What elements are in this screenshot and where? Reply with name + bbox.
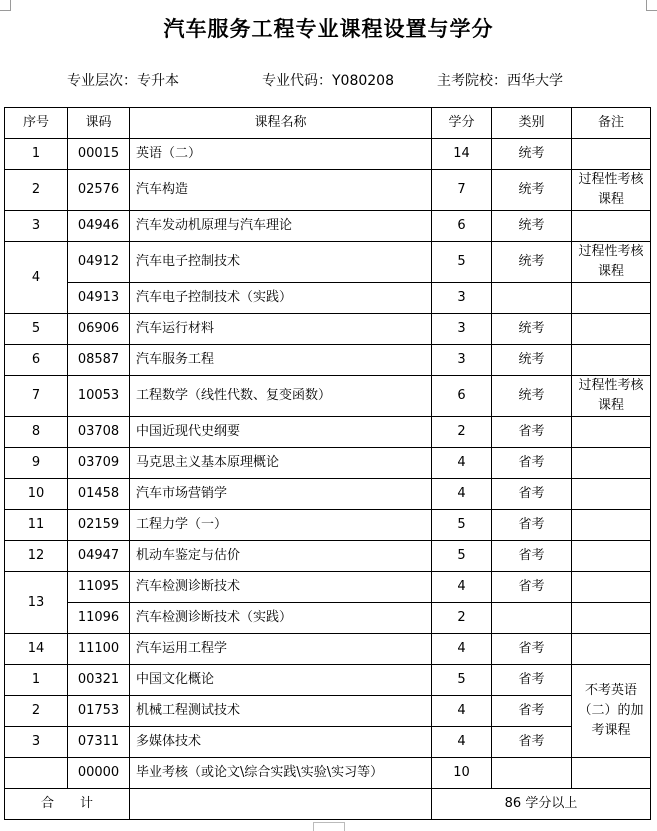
cell-note (572, 448, 651, 479)
cell-note (572, 634, 651, 665)
cell-credit: 5 (432, 242, 492, 283)
cell-credit: 3 (432, 345, 492, 376)
table-row (5, 170, 651, 211)
cell-seq: 14 (5, 634, 68, 665)
cell-name: 工程数学（线性代数、复变函数） (130, 376, 432, 417)
cell-category: 省考 (492, 510, 572, 541)
table-row (5, 417, 651, 448)
cell-credit: 10 (432, 758, 492, 789)
table-row (5, 479, 651, 510)
table-row (5, 211, 651, 242)
cell-seq (5, 758, 68, 789)
cell-note (572, 345, 651, 376)
cell-category: 统考 (492, 314, 572, 345)
cell-note: 不考英语（二）的加考课程 (572, 665, 651, 758)
cell-seq: 2 (5, 170, 68, 211)
cell-category (492, 283, 572, 314)
cell-note (572, 510, 651, 541)
cell-credit: 6 (432, 211, 492, 242)
cell-code: 06906 (68, 314, 130, 345)
table-row (5, 345, 651, 376)
cell-seq: 11 (5, 510, 68, 541)
cell-credit: 2 (432, 603, 492, 634)
cell-seq: 2 (5, 696, 68, 727)
header-name: 课程名称 (130, 108, 432, 139)
cell-seq: 8 (5, 417, 68, 448)
cell-seq: 7 (5, 376, 68, 417)
cell-name: 汽车运行材料 (130, 314, 432, 345)
cell-name: 汽车发动机原理与汽车理论 (130, 211, 432, 242)
cell-seq: 10 (5, 479, 68, 510)
cell-code: 04946 (68, 211, 130, 242)
cell-seq: 6 (5, 345, 68, 376)
cell-credit: 3 (432, 283, 492, 314)
cell-seq: 1 (5, 139, 68, 170)
cell-category: 省考 (492, 665, 572, 696)
cell-note (572, 314, 651, 345)
cell-name: 汽车构造 (130, 170, 432, 211)
cell-seq: 3 (5, 211, 68, 242)
table-row (5, 139, 651, 170)
cell-note (572, 139, 651, 170)
cell-credit: 5 (432, 665, 492, 696)
table-total-row (5, 789, 651, 820)
cell-note (572, 283, 651, 314)
meta-code: 专业代码：Y080208 (262, 73, 394, 89)
cell-name: 汽车运用工程学 (130, 634, 432, 665)
cell-seq: 1 (5, 665, 68, 696)
cell-note (572, 758, 651, 789)
cell-name: 汽车服务工程 (130, 345, 432, 376)
cell-code: 01458 (68, 479, 130, 510)
cell-credit: 4 (432, 696, 492, 727)
table-row (5, 603, 651, 634)
total-value: 86 学分以上 (432, 789, 651, 820)
table-row (5, 634, 651, 665)
table-row (5, 727, 651, 758)
header-note: 备注 (572, 108, 651, 139)
table-row (5, 314, 651, 345)
cell-name: 汽车检测诊断技术（实践） (130, 603, 432, 634)
cell-category: 省考 (492, 572, 572, 603)
cell-credit: 4 (432, 572, 492, 603)
table-row (5, 510, 651, 541)
course-table (4, 107, 651, 820)
cell-credit: 4 (432, 448, 492, 479)
cell-code: 02576 (68, 170, 130, 211)
header-seq: 序号 (5, 108, 68, 139)
cell-seq: 13 (5, 572, 68, 634)
cell-code: 00000 (68, 758, 130, 789)
page-corner-mark-left (0, 0, 11, 11)
cell-seq: 12 (5, 541, 68, 572)
cell-category: 统考 (492, 211, 572, 242)
cell-name: 汽车电子控制技术（实践） (130, 283, 432, 314)
cell-category: 省考 (492, 479, 572, 510)
cell-credit: 7 (432, 170, 492, 211)
cell-category: 省考 (492, 727, 572, 758)
cell-note: 过程性考核课程 (572, 170, 651, 211)
cell-code: 00015 (68, 139, 130, 170)
cell-credit: 6 (432, 376, 492, 417)
cell-category: 省考 (492, 448, 572, 479)
cell-code: 11096 (68, 603, 130, 634)
cell-seq: 4 (5, 242, 68, 314)
cell-name: 工程力学（一） (130, 510, 432, 541)
cell-name: 中国近现代史纲要 (130, 417, 432, 448)
header-category: 类别 (492, 108, 572, 139)
cell-code: 11095 (68, 572, 130, 603)
page-corner-mark-right (646, 0, 657, 11)
table-row (5, 376, 651, 417)
cell-credit: 4 (432, 634, 492, 665)
total-label: 合 计 (5, 789, 130, 820)
cell-name: 毕业考核（或论文\综合实践\实验\实习等） (130, 758, 432, 789)
cell-note: 过程性考核课程 (572, 242, 651, 283)
cell-name: 中国文化概论 (130, 665, 432, 696)
cell-credit: 5 (432, 541, 492, 572)
cell-category: 统考 (492, 139, 572, 170)
cell-note (572, 417, 651, 448)
cell-category (492, 603, 572, 634)
cell-code: 04913 (68, 283, 130, 314)
table-header-row (5, 108, 651, 139)
cell-name: 英语（二） (130, 139, 432, 170)
cell-code: 01753 (68, 696, 130, 727)
table-row (5, 448, 651, 479)
cell-note (572, 541, 651, 572)
cell-credit: 2 (432, 417, 492, 448)
cell-note (572, 603, 651, 634)
cell-seq: 3 (5, 727, 68, 758)
cell-category (492, 758, 572, 789)
cell-category: 省考 (492, 541, 572, 572)
cell-name: 汽车市场营销学 (130, 479, 432, 510)
cell-seq: 5 (5, 314, 68, 345)
cell-name: 机动车鉴定与估价 (130, 541, 432, 572)
cell-note: 过程性考核课程 (572, 376, 651, 417)
cell-category: 统考 (492, 170, 572, 211)
cell-note (572, 479, 651, 510)
cell-category: 统考 (492, 345, 572, 376)
table-row (5, 541, 651, 572)
cell-category: 省考 (492, 417, 572, 448)
cell-credit: 3 (432, 314, 492, 345)
cell-name: 汽车检测诊断技术 (130, 572, 432, 603)
page-title: 汽车服务工程专业课程设置与学分 (163, 17, 494, 41)
table-row (5, 572, 651, 603)
cell-name: 汽车电子控制技术 (130, 242, 432, 283)
cell-credit: 4 (432, 727, 492, 758)
meta-school: 主考院校：西华大学 (437, 73, 563, 89)
total-empty-cell (130, 789, 432, 820)
cell-category: 省考 (492, 634, 572, 665)
cell-name: 机械工程测试技术 (130, 696, 432, 727)
table-row (5, 758, 651, 789)
cell-code: 07311 (68, 727, 130, 758)
cell-seq: 9 (5, 448, 68, 479)
table-row (5, 242, 651, 283)
cell-note (572, 572, 651, 603)
table-row (5, 696, 651, 727)
header-code: 课码 (68, 108, 130, 139)
cell-name: 马克思主义基本原理概论 (130, 448, 432, 479)
cell-credit: 4 (432, 479, 492, 510)
cell-code: 02159 (68, 510, 130, 541)
cell-category: 省考 (492, 696, 572, 727)
header-credit: 学分 (432, 108, 492, 139)
cell-note (572, 211, 651, 242)
cell-code: 04947 (68, 541, 130, 572)
cell-code: 03708 (68, 417, 130, 448)
cell-code: 08587 (68, 345, 130, 376)
cell-code: 00321 (68, 665, 130, 696)
cell-category: 统考 (492, 242, 572, 283)
cell-code: 04912 (68, 242, 130, 283)
cell-code: 03709 (68, 448, 130, 479)
meta-level: 专业层次：专升本 (67, 73, 179, 89)
table-row (5, 665, 651, 696)
cell-name: 多媒体技术 (130, 727, 432, 758)
cell-category: 统考 (492, 376, 572, 417)
cell-credit: 5 (432, 510, 492, 541)
cell-code: 11100 (68, 634, 130, 665)
cell-code: 10053 (68, 376, 130, 417)
cell-credit: 14 (432, 139, 492, 170)
table-row (5, 283, 651, 314)
